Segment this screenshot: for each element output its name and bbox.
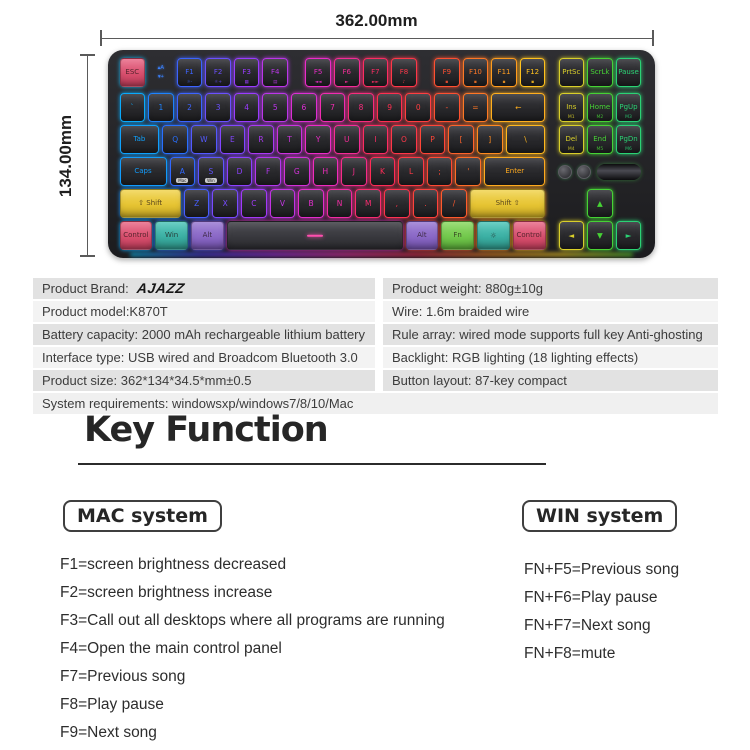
key-tab: Tab — [120, 125, 160, 154]
key-f9: F9 ▪ — [434, 58, 460, 87]
height-dimension-label: 134.00mm — [56, 114, 75, 198]
key-caps: Caps — [120, 157, 167, 186]
key-ins: Ins M1 — [559, 93, 585, 122]
brand-logo: AJAZZ — [135, 280, 186, 296]
key-a: A Mac — [170, 157, 196, 186]
key-function-title: Key Function — [84, 410, 328, 450]
key-f: F — [255, 157, 281, 186]
key-alt: Alt — [191, 221, 224, 250]
key--: ; — [427, 157, 453, 186]
keyboard-gap — [147, 58, 176, 87]
keyboard-gap — [614, 189, 643, 218]
key-l: L — [398, 157, 424, 186]
key-2: 2 — [177, 93, 203, 122]
key-1: 1 — [148, 93, 174, 122]
spec-cell-left: Battery capacity: 2000 mAh rechargeable lithium battery — [33, 324, 375, 345]
key-fn: Fn — [441, 221, 474, 250]
key-prtsc: PrtSc — [559, 58, 585, 87]
table-row — [33, 324, 718, 345]
table-row — [33, 370, 718, 391]
key-6: 6 — [291, 93, 317, 122]
height-dimension-tick-top — [80, 54, 95, 56]
key-f12: F12 ▪ — [520, 58, 546, 87]
spec-cell-right: Button layout: 87-key compact — [383, 370, 718, 391]
key-k: K — [370, 157, 396, 186]
key-win: Win — [155, 221, 188, 250]
width-dimension-line — [100, 38, 653, 39]
spec-cell-left: Product size: 362*134*34.5*mm±0.5 — [33, 370, 375, 391]
key-shift-: Shift ⇧ — [470, 189, 546, 218]
key--: / — [441, 189, 467, 218]
key-5: 5 — [262, 93, 288, 122]
keyboard-nav-row — [557, 58, 643, 87]
key-h: H — [313, 157, 339, 186]
width-dimension-label: 362.00mm — [335, 11, 418, 30]
key-y: Y — [305, 125, 331, 154]
keyboard-photo — [108, 50, 655, 258]
key-w: W — [191, 125, 217, 154]
win-function-list — [524, 556, 679, 668]
key-7: 7 — [320, 93, 346, 122]
keyboard-nav-row — [557, 221, 643, 250]
key--: - — [434, 93, 460, 122]
key-f3: F3 ▦ — [234, 58, 260, 87]
key--: ☼ — [477, 221, 510, 250]
key-f5: F5 ◄◄ — [305, 58, 331, 87]
key-x: X — [212, 189, 238, 218]
keyboard-nav-block — [557, 58, 643, 250]
keyboard-row — [118, 157, 547, 186]
key-e: E — [220, 125, 246, 154]
key-4: 4 — [234, 93, 260, 122]
key-c: C — [241, 189, 267, 218]
table-row — [33, 301, 718, 322]
function-list-item: F1=screen brightness decreased — [60, 556, 287, 573]
key-t: T — [277, 125, 303, 154]
key--: [ — [448, 125, 474, 154]
spec-cell: System requirements: windowsxp/windows7/8/10/Mac — [33, 393, 718, 414]
key--: ▼ — [587, 221, 613, 250]
spec-cell-left: Interface type: USB wired and Broadcom Bluetooth 3.0 — [33, 347, 375, 368]
key--: . — [413, 189, 439, 218]
function-list-item: F8=Play pause — [60, 696, 164, 713]
key-pgup: PgUp M3 — [616, 93, 642, 122]
keyboard-row — [118, 221, 547, 250]
key-b: B — [298, 189, 324, 218]
function-list-item: F7=Previous song — [60, 668, 186, 685]
key-control: Control — [120, 221, 153, 250]
key-0: 0 — [405, 93, 431, 122]
keyboard-row — [118, 58, 547, 87]
key-f8: F8 ♪ — [391, 58, 417, 87]
status-indicator-icon: ▴A — [157, 65, 165, 72]
key--: ◄ — [559, 221, 585, 250]
height-dimension-tick-bottom — [80, 255, 95, 257]
spec-cell-right: Product weight: 880g±10g — [383, 278, 718, 299]
key-scrlk: ScrLk — [587, 58, 613, 87]
keyboard-main-block — [118, 58, 547, 250]
function-list-item: FN+F7=Next song — [524, 617, 651, 634]
win-system-heading: WIN system — [522, 500, 677, 532]
key--: = — [463, 93, 489, 122]
key-v: V — [270, 189, 296, 218]
function-list-item: FN+F6=Play pause — [524, 589, 658, 606]
table-row — [33, 278, 718, 299]
key-f6: F6 ► — [334, 58, 360, 87]
key-r: R — [248, 125, 274, 154]
key-8: 8 — [348, 93, 374, 122]
key-d: D — [227, 157, 253, 186]
key-f4: F4 ▤ — [262, 58, 288, 87]
keyboard-gap — [557, 189, 586, 218]
keyboard-row — [118, 93, 547, 122]
key--: , — [384, 189, 410, 218]
keyboard-nav-row — [557, 125, 643, 154]
function-list-item: FN+F8=mute — [524, 645, 616, 662]
status-indicator-icon: ▾+ — [157, 73, 164, 80]
key-z: Z — [184, 189, 210, 218]
key-j: J — [341, 157, 367, 186]
key-space — [227, 221, 403, 250]
key-pause: Pause — [616, 58, 642, 87]
volume-roller — [597, 164, 641, 180]
key-enter: Enter — [484, 157, 545, 186]
table-row — [33, 347, 718, 368]
indicator-button — [558, 165, 572, 179]
mac-function-list — [60, 551, 445, 747]
height-dimension-line — [87, 55, 88, 257]
keyboard-gap — [290, 58, 304, 87]
key--shift: ⇧ Shift — [120, 189, 181, 218]
key--: ` — [120, 93, 146, 122]
width-dimension-tick-left — [100, 30, 102, 46]
key--: ► — [616, 221, 642, 250]
key-q: Q — [162, 125, 188, 154]
key-n: N — [327, 189, 353, 218]
spec-cell-left: Product model:K870T — [33, 301, 375, 322]
key-f10: F10 ▪ — [463, 58, 489, 87]
key-function-underline — [78, 463, 546, 465]
key-9: 9 — [377, 93, 403, 122]
spec-cell-left — [33, 278, 375, 299]
keyboard-row — [118, 125, 547, 154]
spec-cell-right: Backlight: RGB lighting (18 lighting effects) — [383, 347, 718, 368]
key-f1: F1 ☼- — [177, 58, 203, 87]
key-control: Control — [513, 221, 546, 250]
key-g: G — [284, 157, 310, 186]
key-pgdn: PgDn M6 — [616, 125, 642, 154]
key-f2: F2 ☼+ — [205, 58, 231, 87]
width-dimension-tick-right — [652, 30, 654, 46]
key-alt: Alt — [406, 221, 439, 250]
key-3: 3 — [205, 93, 231, 122]
function-list-item: F2=screen brightness increase — [60, 584, 273, 601]
key-i: I — [363, 125, 389, 154]
brand-label: Product Brand: — [42, 281, 129, 296]
keyboard-control-row — [557, 157, 643, 186]
mac-system-heading: MAC system — [63, 500, 222, 532]
indicator-button — [577, 165, 591, 179]
key-o: O — [391, 125, 417, 154]
key--: ← — [491, 93, 545, 122]
keyboard-gap — [418, 58, 432, 87]
key-home: Home M2 — [587, 93, 613, 122]
key-f7: F7 ►► — [363, 58, 389, 87]
key-end: End M5 — [587, 125, 613, 154]
function-list-item: F9=Next song — [60, 724, 157, 741]
key--: ▲ — [587, 189, 613, 218]
key--: ] — [477, 125, 503, 154]
keyboard-nav-row — [557, 189, 643, 218]
key-f11: F11 ▪ — [491, 58, 517, 87]
key-u: U — [334, 125, 360, 154]
spacebar-glow-dash — [307, 234, 323, 237]
keyboard-nav-row — [557, 93, 643, 122]
key-esc: ESC — [120, 58, 146, 87]
keyboard-row — [118, 189, 547, 218]
function-list-item: FN+F5=Previous song — [524, 561, 680, 578]
key-m: M — [355, 189, 381, 218]
function-list-item: F3=Call out all desktops where all programs are running — [60, 612, 445, 629]
spec-cell-right: Rule array: wired mode supports full key Anti-ghosting — [383, 324, 718, 345]
key-p: P — [420, 125, 446, 154]
key-s: S Win — [198, 157, 224, 186]
key--: \ — [506, 125, 546, 154]
spec-cell-right: Wire: 1.6m braided wire — [383, 301, 718, 322]
key-del: Del M4 — [559, 125, 585, 154]
function-list-item: F4=Open the main control panel — [60, 640, 282, 657]
key--: ' — [455, 157, 481, 186]
